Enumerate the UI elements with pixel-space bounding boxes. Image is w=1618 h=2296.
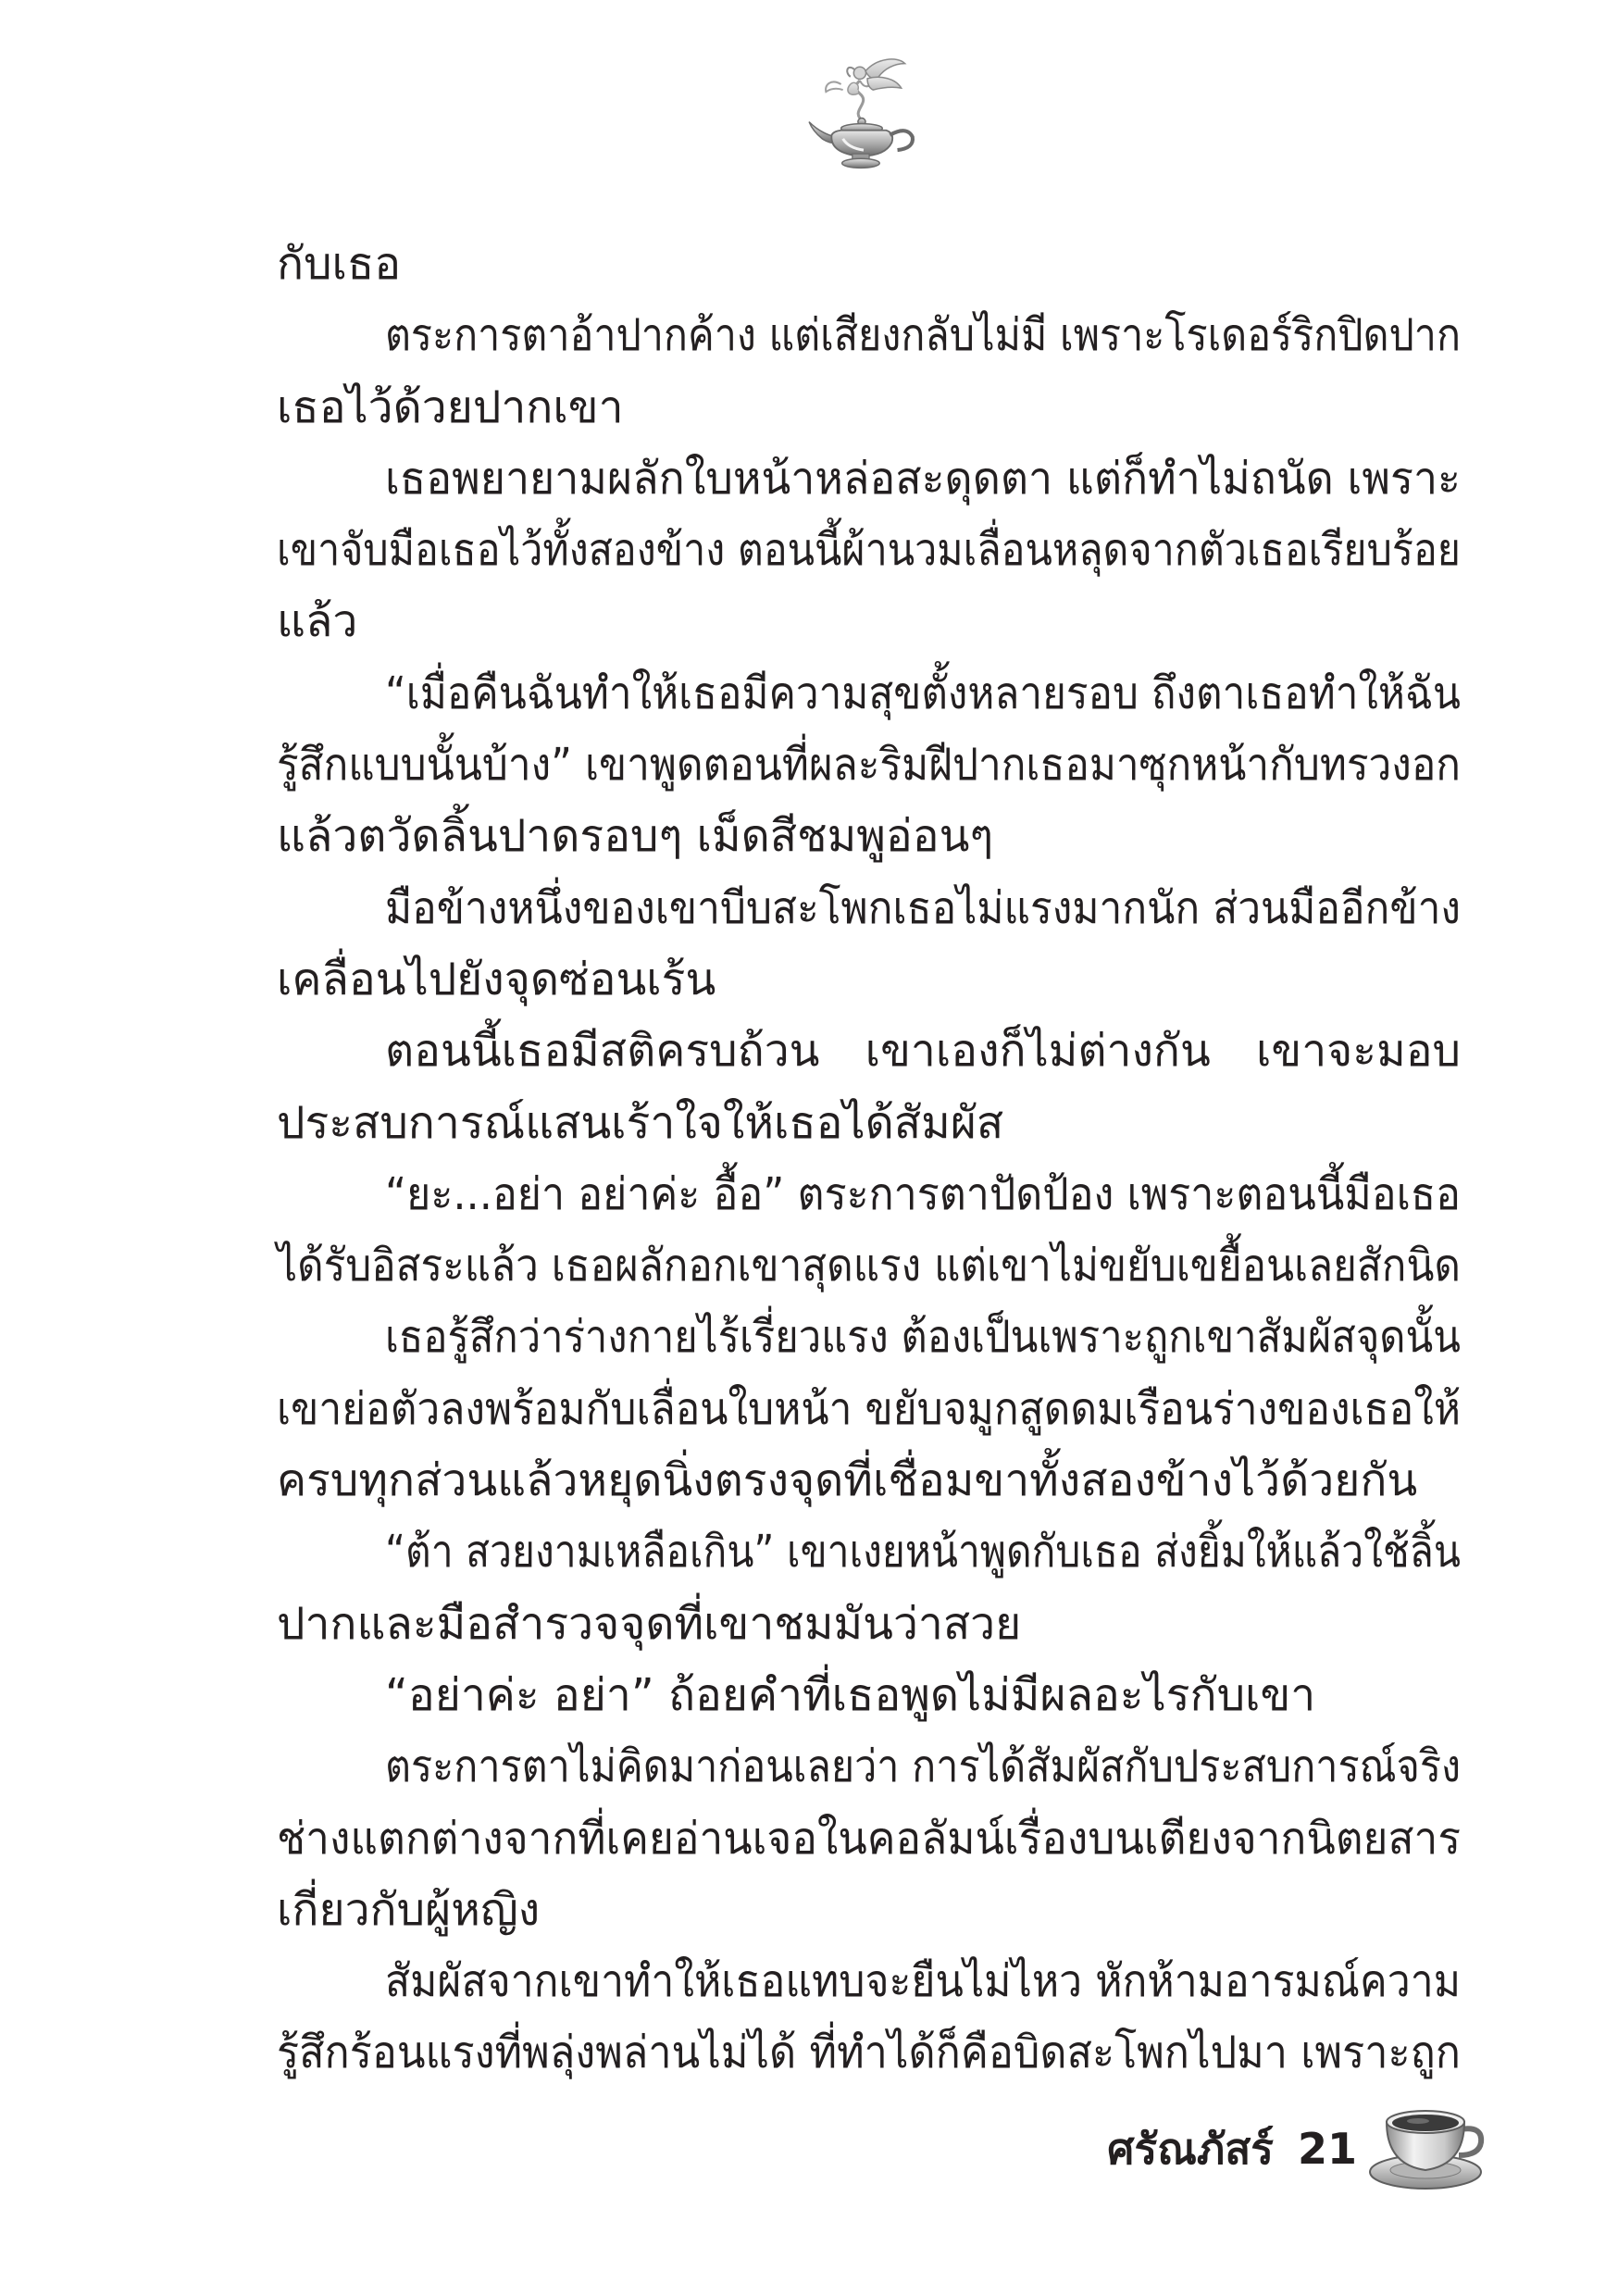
text-line-content: เธอพยายามผลักใบหน้าหล่อสะดุดตา แต่ก็ทำไม่ถนัด เพราะ <box>385 452 1461 505</box>
paragraph <box>277 300 1461 443</box>
genie-lamp-icon <box>803 56 926 174</box>
text-line-content: รู้สึกแบบนั้นบ้าง” เขาพูดตอนที่ผละริมฝีปากเธอมาซุกหน้ากับทรวงอก <box>277 739 1461 792</box>
text-line <box>277 1159 1461 1230</box>
text-line <box>277 372 1461 443</box>
text-line-content: ตระการตาอ้าปากค้าง แต่เสียงกลับไม่มี เพราะโรเดอร์ริกปิดปาก <box>385 309 1461 362</box>
text-line-content: กับเธอ <box>277 238 402 290</box>
text-line-content: สัมผัสจากเขาทำให้เธอแทบจะยืนไม่ไหว หักห้ามอารมณ์ความ <box>385 1955 1461 2008</box>
text-line-content: แล้วตวัดลิ้นปาดรอบๆ เม็ดสีชมพูอ่อนๆ <box>277 810 994 863</box>
text-line <box>277 515 1461 586</box>
text-line <box>277 586 1461 657</box>
text-line <box>277 1016 1461 1087</box>
text-line <box>277 801 1461 872</box>
paragraph <box>277 1660 1461 1731</box>
text-line <box>277 944 1461 1016</box>
text-line-content: เขาจับมือเธอไว้ทั้งสองข้าง ตอนนี้ผ้านวมเลื่อนหลุดจากตัวเธอเรียบร้อย <box>277 524 1461 577</box>
page-number: 21 <box>1297 2124 1357 2174</box>
paragraph <box>277 1516 1461 1660</box>
paragraph <box>277 443 1461 658</box>
text-line-content: ครบทุกส่วนแล้วหยุดนิ่งตรงจุดที่เชื่อมขาทั้งสองข้างไว้ด้วยกัน <box>277 1454 1418 1507</box>
text-line <box>277 1875 1461 1946</box>
text-line-content: เกี่ยวกับผู้หญิง <box>277 1883 541 1936</box>
paragraph <box>277 1302 1461 1516</box>
paragraph <box>277 1731 1461 1946</box>
text-line-content: “อย่าค่ะ อย่า” ถ้อยคำที่เธอพูดไม่มีผลอะไรกับเขา <box>385 1668 1316 1721</box>
text-line <box>277 658 1461 730</box>
paragraph <box>277 229 1461 300</box>
paragraph <box>277 1159 1461 1303</box>
text-line <box>277 1445 1461 1516</box>
text-line <box>277 1731 1461 1803</box>
text-line-content: ประสบการณ์แสนเร้าใจให้เธอได้สัมผัส <box>277 1096 1004 1149</box>
text-line <box>277 229 1461 300</box>
paragraph <box>277 658 1461 873</box>
text-line-content: เคลื่อนไปยังจุดซ่อนเร้น <box>277 953 716 1005</box>
text-line <box>277 1230 1461 1302</box>
text-line <box>277 2017 1461 2089</box>
text-line <box>277 1589 1461 1660</box>
text-line <box>277 1088 1461 1159</box>
text-line-content: รู้สึกร้อนแรงที่พลุ่งพล่านไม่ได้ ที่ทำได้ก็คือบิดสะโพกไปมา เพราะถูก <box>277 2027 1461 2079</box>
text-line <box>277 1374 1461 1445</box>
paragraph <box>277 1016 1461 1159</box>
body-text <box>277 229 1461 2090</box>
text-line <box>277 1803 1461 1875</box>
text-line-content: ตอนนี้เธอมีสติครบถ้วน เขาเองก็ไม่ต่างกัน เขาจะมอบ <box>385 1025 1461 1078</box>
text-line <box>277 300 1461 371</box>
text-line-content: ตระการตาไม่คิดมาก่อนเลยว่า การได้สัมผัสกับประสบการณ์จริง <box>385 1741 1461 1793</box>
text-line-content: “เมื่อคืนฉันทำให้เธอมีความสุขตั้งหลายรอบ ถึงตาเธอทำให้ฉัน <box>385 667 1461 719</box>
text-line-content: เขาย่อตัวลงพร้อมกับเลื่อนใบหน้า ขยับจมูกสูดดมเรือนร่างของเธอให้ <box>277 1382 1461 1435</box>
text-line-content: เธอไว้ด้วยปากเขา <box>277 381 624 433</box>
text-line-content: “ยะ...อย่า อย่าค่ะ อื้อ” ตระการตาปัดป้อง เพราะตอนนี้มือเธอ <box>385 1167 1461 1220</box>
text-line-content: เธอรู้สึกว่าร่างกายไร้เรี่ยวแรง ต้องเป็นเพราะถูกเขาสัมผัสจุดนั้น <box>385 1311 1461 1364</box>
text-line-content: มือข้างหนึ่งของเขาบีบสะโพกเธอไม่แรงมากนัก ส่วนมืออีกข้าง <box>385 881 1461 934</box>
text-line <box>277 443 1461 515</box>
author-name: ศรัณภัสร์ <box>1107 2124 1274 2174</box>
text-line <box>277 1516 1461 1588</box>
paragraph <box>277 873 1461 1017</box>
text-line <box>277 1946 1461 2017</box>
text-line-content: ช่างแตกต่างจากที่เคยอ่านเจอในคอลัมน์เรื่องบนเตียงจากนิตยสาร <box>277 1812 1461 1865</box>
text-line-content: แล้ว <box>277 595 358 648</box>
text-line <box>277 730 1461 801</box>
text-line-content: “ต้า สวยงามเหลือเกิน” เขาเงยหน้าพูดกับเธอ ส่งยิ้มให้แล้วใช้ลิ้น <box>385 1526 1461 1578</box>
text-line-content: ปากและมือสำรวจจุดที่เขาชมมันว่าสวย <box>277 1597 1022 1650</box>
coffee-cup-icon <box>1368 2094 1487 2196</box>
page-footer <box>1107 2120 1357 2177</box>
text-line <box>277 1660 1461 1731</box>
paragraph <box>277 1946 1461 2090</box>
text-line <box>277 873 1461 944</box>
text-line <box>277 1302 1461 1373</box>
text-line-content: ได้รับอิสระแล้ว เธอผลักอกเขาสุดแรง แต่เขาไม่ขยับเขยื้อนเลยสักนิด <box>277 1240 1461 1292</box>
